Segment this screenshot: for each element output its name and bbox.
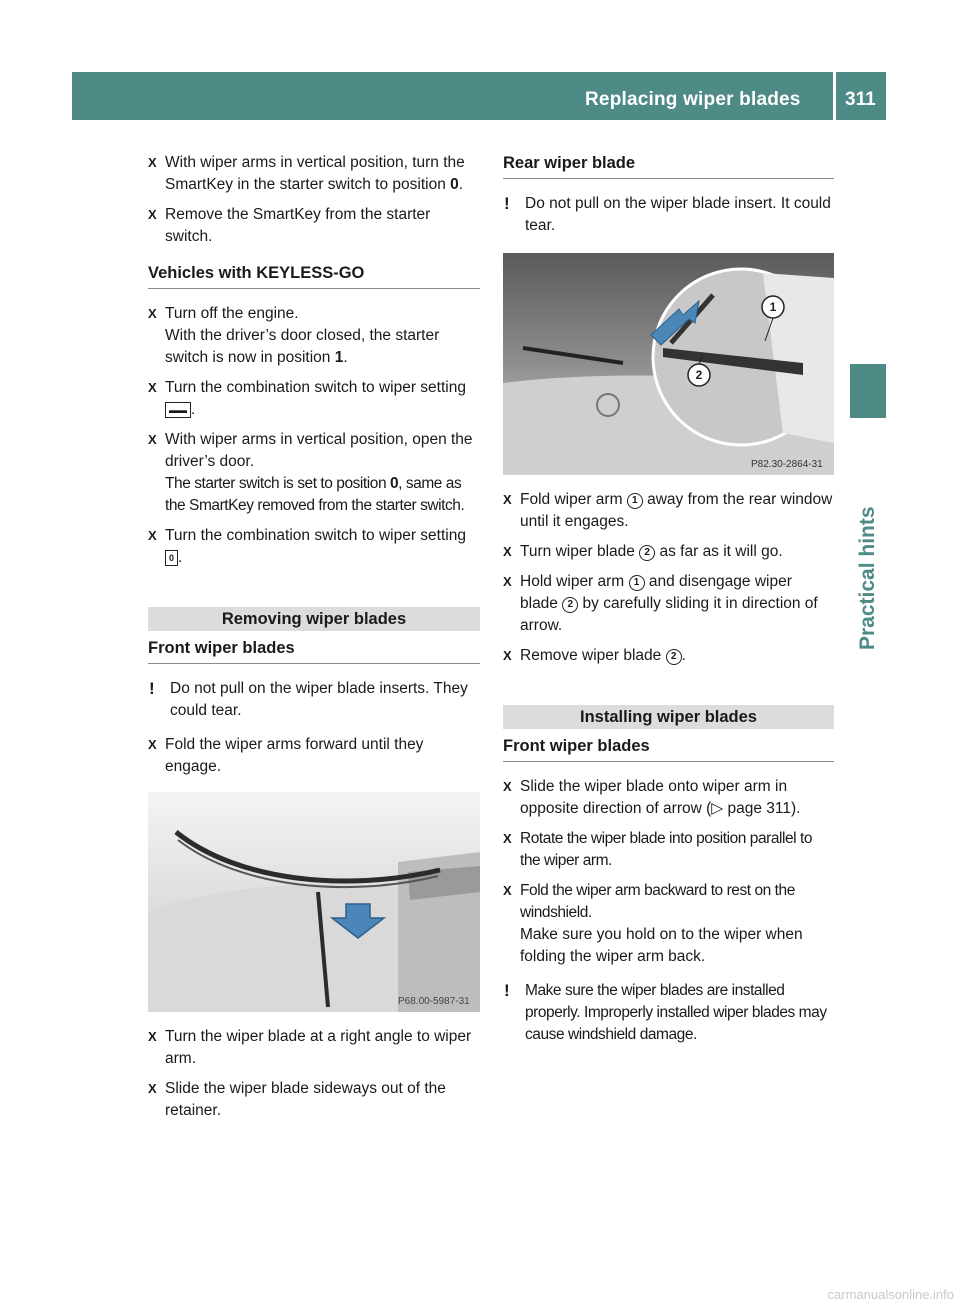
callout-ref: 2 (639, 545, 655, 561)
step-marker: X (148, 207, 157, 222)
instruction-step: X Slide the wiper blade sideways out of the retainer. (148, 1080, 446, 1119)
step-marker: X (148, 380, 157, 395)
instruction-step: X Turn the wiper blade at a right angle to wiper arm. (148, 1028, 472, 1067)
step-marker: X (148, 737, 157, 752)
figure-front-wiper (148, 792, 480, 1012)
instruction-step: X With wiper arms in vertical position, turn the SmartKey in the starter switch to position 0. (148, 154, 465, 193)
side-tab-label: Practical hints (856, 506, 879, 650)
caution-note: ! Do not pull on the wiper blade insert. It could tear. (504, 194, 831, 234)
instruction-step: X Slide the wiper blade onto wiper arm in opposite direction of arrow (▷ page 311). (503, 778, 801, 817)
instruction-step: X Hold wiper arm 1 and disengage wiper blade 2 by carefully sliding it in direction of arrow. (503, 573, 818, 634)
step-marker: X (503, 779, 512, 794)
step-marker: X (148, 528, 157, 543)
figure-rear-wiper (503, 253, 834, 475)
figure-code: P68.00-5987-31 (398, 996, 470, 1007)
instruction-step: X Rotate the wiper blade into position parallel to the wiper arm. (503, 830, 813, 869)
rear-wiper-illustration (503, 253, 834, 475)
step-marker: X (148, 432, 157, 447)
callout-ref: 2 (666, 649, 682, 665)
callout-1: 1 (769, 300, 777, 314)
instruction-step: X Fold the wiper arm backward to rest on the windshield. Make sure you hold on to the wiper when folding the wiper arm back. (503, 882, 803, 965)
step-marker: X (503, 492, 512, 507)
step-marker: X (148, 1081, 157, 1096)
figure-code: P82.30-2864-31 (751, 459, 823, 470)
instruction-step: X Remove the SmartKey from the starter switch. (148, 206, 431, 245)
subheading-front-wiper-install: Front wiper blades (503, 735, 834, 762)
instruction-step: X Fold wiper arm 1 away from the rear window until it engages. (503, 491, 833, 530)
callout-ref: 1 (627, 493, 643, 509)
instruction-step: X Turn wiper blade 2 as far as it will go. (503, 541, 834, 563)
wiper-off-symbol: 0 (165, 550, 178, 566)
subheading-keyless-go: Vehicles with KEYLESS-GO (148, 262, 480, 289)
left-column (148, 152, 480, 1130)
instruction-step: X Remove wiper blade 2 . (503, 645, 834, 667)
wiper-continuous-symbol: ▬▬ (165, 402, 191, 418)
page-number: 311 (845, 89, 876, 110)
step-marker: X (503, 831, 512, 846)
caution-note: ! Do not pull on the wiper blade inserts. They could tear. (149, 679, 468, 719)
instruction-step: X With wiper arms in vertical position, open the driver’s door. The starter switch is set to position 0, same as the SmartKey removed from the starter switch. (148, 431, 473, 514)
instruction-step: X Turn off the engine. With the driver’s door closed, the starter switch is now in position 1. (148, 305, 440, 366)
instruction-step: X Turn the combination switch to wiper setting ▬▬ . (148, 379, 466, 418)
header-separator (833, 72, 836, 120)
footer-watermark: carmanualsonline.info (827, 1287, 954, 1302)
step-marker: X (503, 544, 512, 559)
instruction-step: X Turn the combination switch to wiper setting 0 . (148, 527, 466, 566)
step-marker: X (148, 1029, 157, 1044)
side-tab-block (850, 364, 886, 418)
section-bar-installing: Installing wiper blades (503, 705, 834, 729)
right-column (503, 152, 834, 1058)
subheading-front-wiper: Front wiper blades (148, 637, 480, 664)
warning-icon: ! (504, 194, 510, 213)
step-marker: X (503, 648, 512, 663)
step-marker: X (148, 155, 157, 170)
warning-icon: ! (504, 981, 510, 1000)
step-marker: X (503, 574, 512, 589)
warning-icon: ! (149, 679, 155, 698)
callout-ref: 2 (562, 597, 578, 613)
callout-ref: 1 (629, 575, 645, 591)
instruction-step: X Fold the wiper arms forward until they engage. (148, 736, 424, 775)
caution-note: ! Make sure the wiper blades are installed properly. Improperly installed wiper blades may cause windshield damage. (504, 981, 827, 1043)
page-title: Replacing wiper blades (585, 89, 801, 110)
page-ref-icon: ▷ (711, 800, 724, 817)
step-marker: X (503, 883, 512, 898)
callout-2: 2 (695, 368, 703, 382)
step-marker: X (148, 306, 157, 321)
front-wiper-illustration (148, 792, 480, 1012)
section-bar-removing: Removing wiper blades (148, 607, 480, 631)
subheading-rear-wiper: Rear wiper blade (503, 152, 834, 179)
